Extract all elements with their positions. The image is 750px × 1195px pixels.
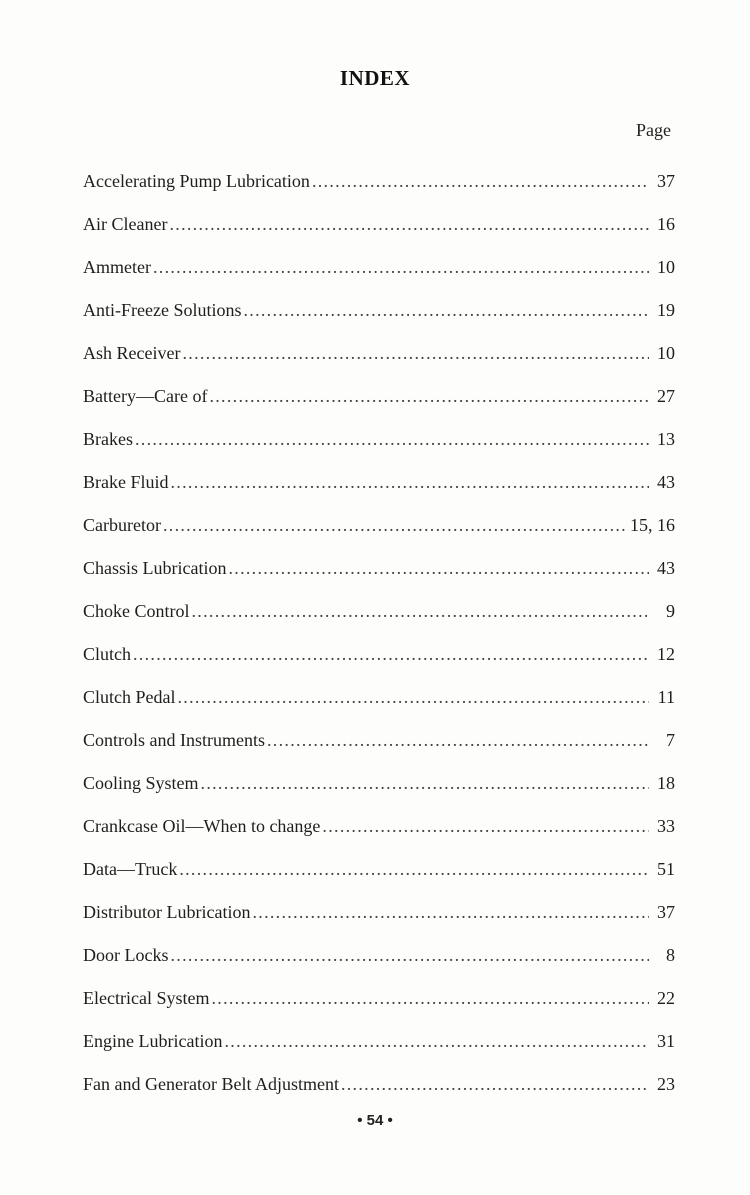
index-entry bbox=[83, 676, 675, 719]
entry-term: Door Locks bbox=[83, 945, 169, 965]
dot-leader bbox=[135, 418, 649, 461]
entry-term: Controls and Instruments bbox=[83, 730, 265, 750]
dot-leader bbox=[133, 633, 649, 676]
index-entry bbox=[83, 461, 675, 504]
index-entry bbox=[83, 719, 675, 762]
index-entry bbox=[83, 160, 675, 203]
dot-leader bbox=[211, 977, 649, 1020]
entry-term: Ammeter bbox=[83, 257, 151, 277]
dot-leader bbox=[322, 805, 649, 848]
entry-term: Distributor Lubrication bbox=[83, 902, 251, 922]
index-entry bbox=[83, 590, 675, 633]
page-number-footer: • 54 • bbox=[357, 1112, 393, 1129]
dot-leader bbox=[224, 1020, 649, 1063]
index-entry bbox=[83, 332, 675, 375]
dot-leader bbox=[228, 547, 649, 590]
dot-leader bbox=[171, 461, 650, 504]
entry-term: Cooling System bbox=[83, 773, 199, 793]
dot-leader bbox=[312, 160, 649, 203]
entry-page: 23 bbox=[657, 1074, 675, 1094]
index-entry bbox=[83, 891, 675, 934]
entry-term: Data—Truck bbox=[83, 859, 178, 879]
entry-term: Electrical System bbox=[83, 988, 210, 1008]
entry-page: 12 bbox=[657, 644, 675, 664]
entry-page: 8 bbox=[666, 945, 675, 965]
index-entry bbox=[83, 547, 675, 590]
dot-leader bbox=[170, 934, 649, 977]
entry-page: 43 bbox=[657, 558, 675, 578]
entry-page: 18 bbox=[657, 773, 675, 793]
entry-term: Air Cleaner bbox=[83, 214, 168, 234]
entry-page: 7 bbox=[666, 730, 675, 750]
entry-page: 43 bbox=[657, 472, 675, 492]
dot-leader bbox=[252, 891, 649, 934]
entry-page: 9 bbox=[666, 601, 675, 621]
entry-term: Choke Control bbox=[83, 601, 190, 621]
index-entry bbox=[83, 203, 675, 246]
entry-page: 37 bbox=[657, 902, 675, 922]
dot-leader bbox=[153, 246, 649, 289]
entry-term: Battery—Care of bbox=[83, 386, 208, 406]
index-entry bbox=[83, 633, 675, 676]
entry-term: Anti-Freeze Solutions bbox=[83, 300, 242, 320]
entry-term: Engine Lubrication bbox=[83, 1031, 223, 1051]
dot-leader bbox=[341, 1063, 649, 1106]
entry-term: Ash Receiver bbox=[83, 343, 181, 363]
index-entry bbox=[83, 418, 675, 461]
dot-leader bbox=[243, 289, 649, 332]
index-entry bbox=[83, 934, 675, 977]
dot-leader bbox=[267, 719, 649, 762]
page-title: INDEX bbox=[339, 66, 411, 90]
index-entry bbox=[83, 1063, 675, 1106]
index-entry bbox=[83, 762, 675, 805]
index-entry bbox=[83, 977, 675, 1020]
entry-term: Carburetor bbox=[83, 515, 161, 535]
entry-term: Brake Fluid bbox=[83, 472, 169, 492]
entry-term: Accelerating Pump Lubrication bbox=[83, 171, 310, 191]
index-entry bbox=[83, 375, 675, 418]
entry-page: 16 bbox=[657, 214, 675, 234]
entry-page: 31 bbox=[657, 1031, 675, 1051]
entry-term: Chassis Lubrication bbox=[83, 558, 227, 578]
dot-leader bbox=[192, 590, 650, 633]
index-entry bbox=[83, 805, 675, 848]
entry-term: Crankcase Oil—When to change bbox=[83, 816, 321, 836]
entry-page: 13 bbox=[657, 429, 675, 449]
entry-page: 51 bbox=[657, 859, 675, 879]
entry-page: 33 bbox=[657, 816, 675, 836]
index-entry bbox=[83, 848, 675, 891]
dot-leader bbox=[169, 203, 649, 246]
dot-leader bbox=[178, 676, 650, 719]
entry-term: Clutch bbox=[83, 644, 131, 664]
index-entry bbox=[83, 246, 675, 289]
entry-term: Clutch Pedal bbox=[83, 687, 176, 707]
entry-page: 37 bbox=[657, 171, 675, 191]
entry-page: 22 bbox=[657, 988, 675, 1008]
entry-page: 27 bbox=[657, 386, 675, 406]
page-column-header: Page bbox=[636, 120, 671, 140]
dot-leader bbox=[163, 504, 626, 547]
dot-leader bbox=[201, 762, 649, 805]
entry-page: 11 bbox=[657, 687, 675, 707]
entry-term: Fan and Generator Belt Adjustment bbox=[83, 1074, 339, 1094]
index-entry bbox=[83, 504, 675, 547]
entry-term: Brakes bbox=[83, 429, 133, 449]
dot-leader bbox=[209, 375, 649, 418]
entry-page: 10 bbox=[657, 257, 675, 277]
entry-page: 10 bbox=[657, 343, 675, 363]
entry-page: 19 bbox=[657, 300, 675, 320]
index-list bbox=[83, 160, 675, 1106]
dot-leader bbox=[182, 332, 649, 375]
index-entry bbox=[83, 289, 675, 332]
dot-leader bbox=[179, 848, 649, 891]
index-entry bbox=[83, 1020, 675, 1063]
entry-page: 15, 16 bbox=[630, 515, 675, 535]
